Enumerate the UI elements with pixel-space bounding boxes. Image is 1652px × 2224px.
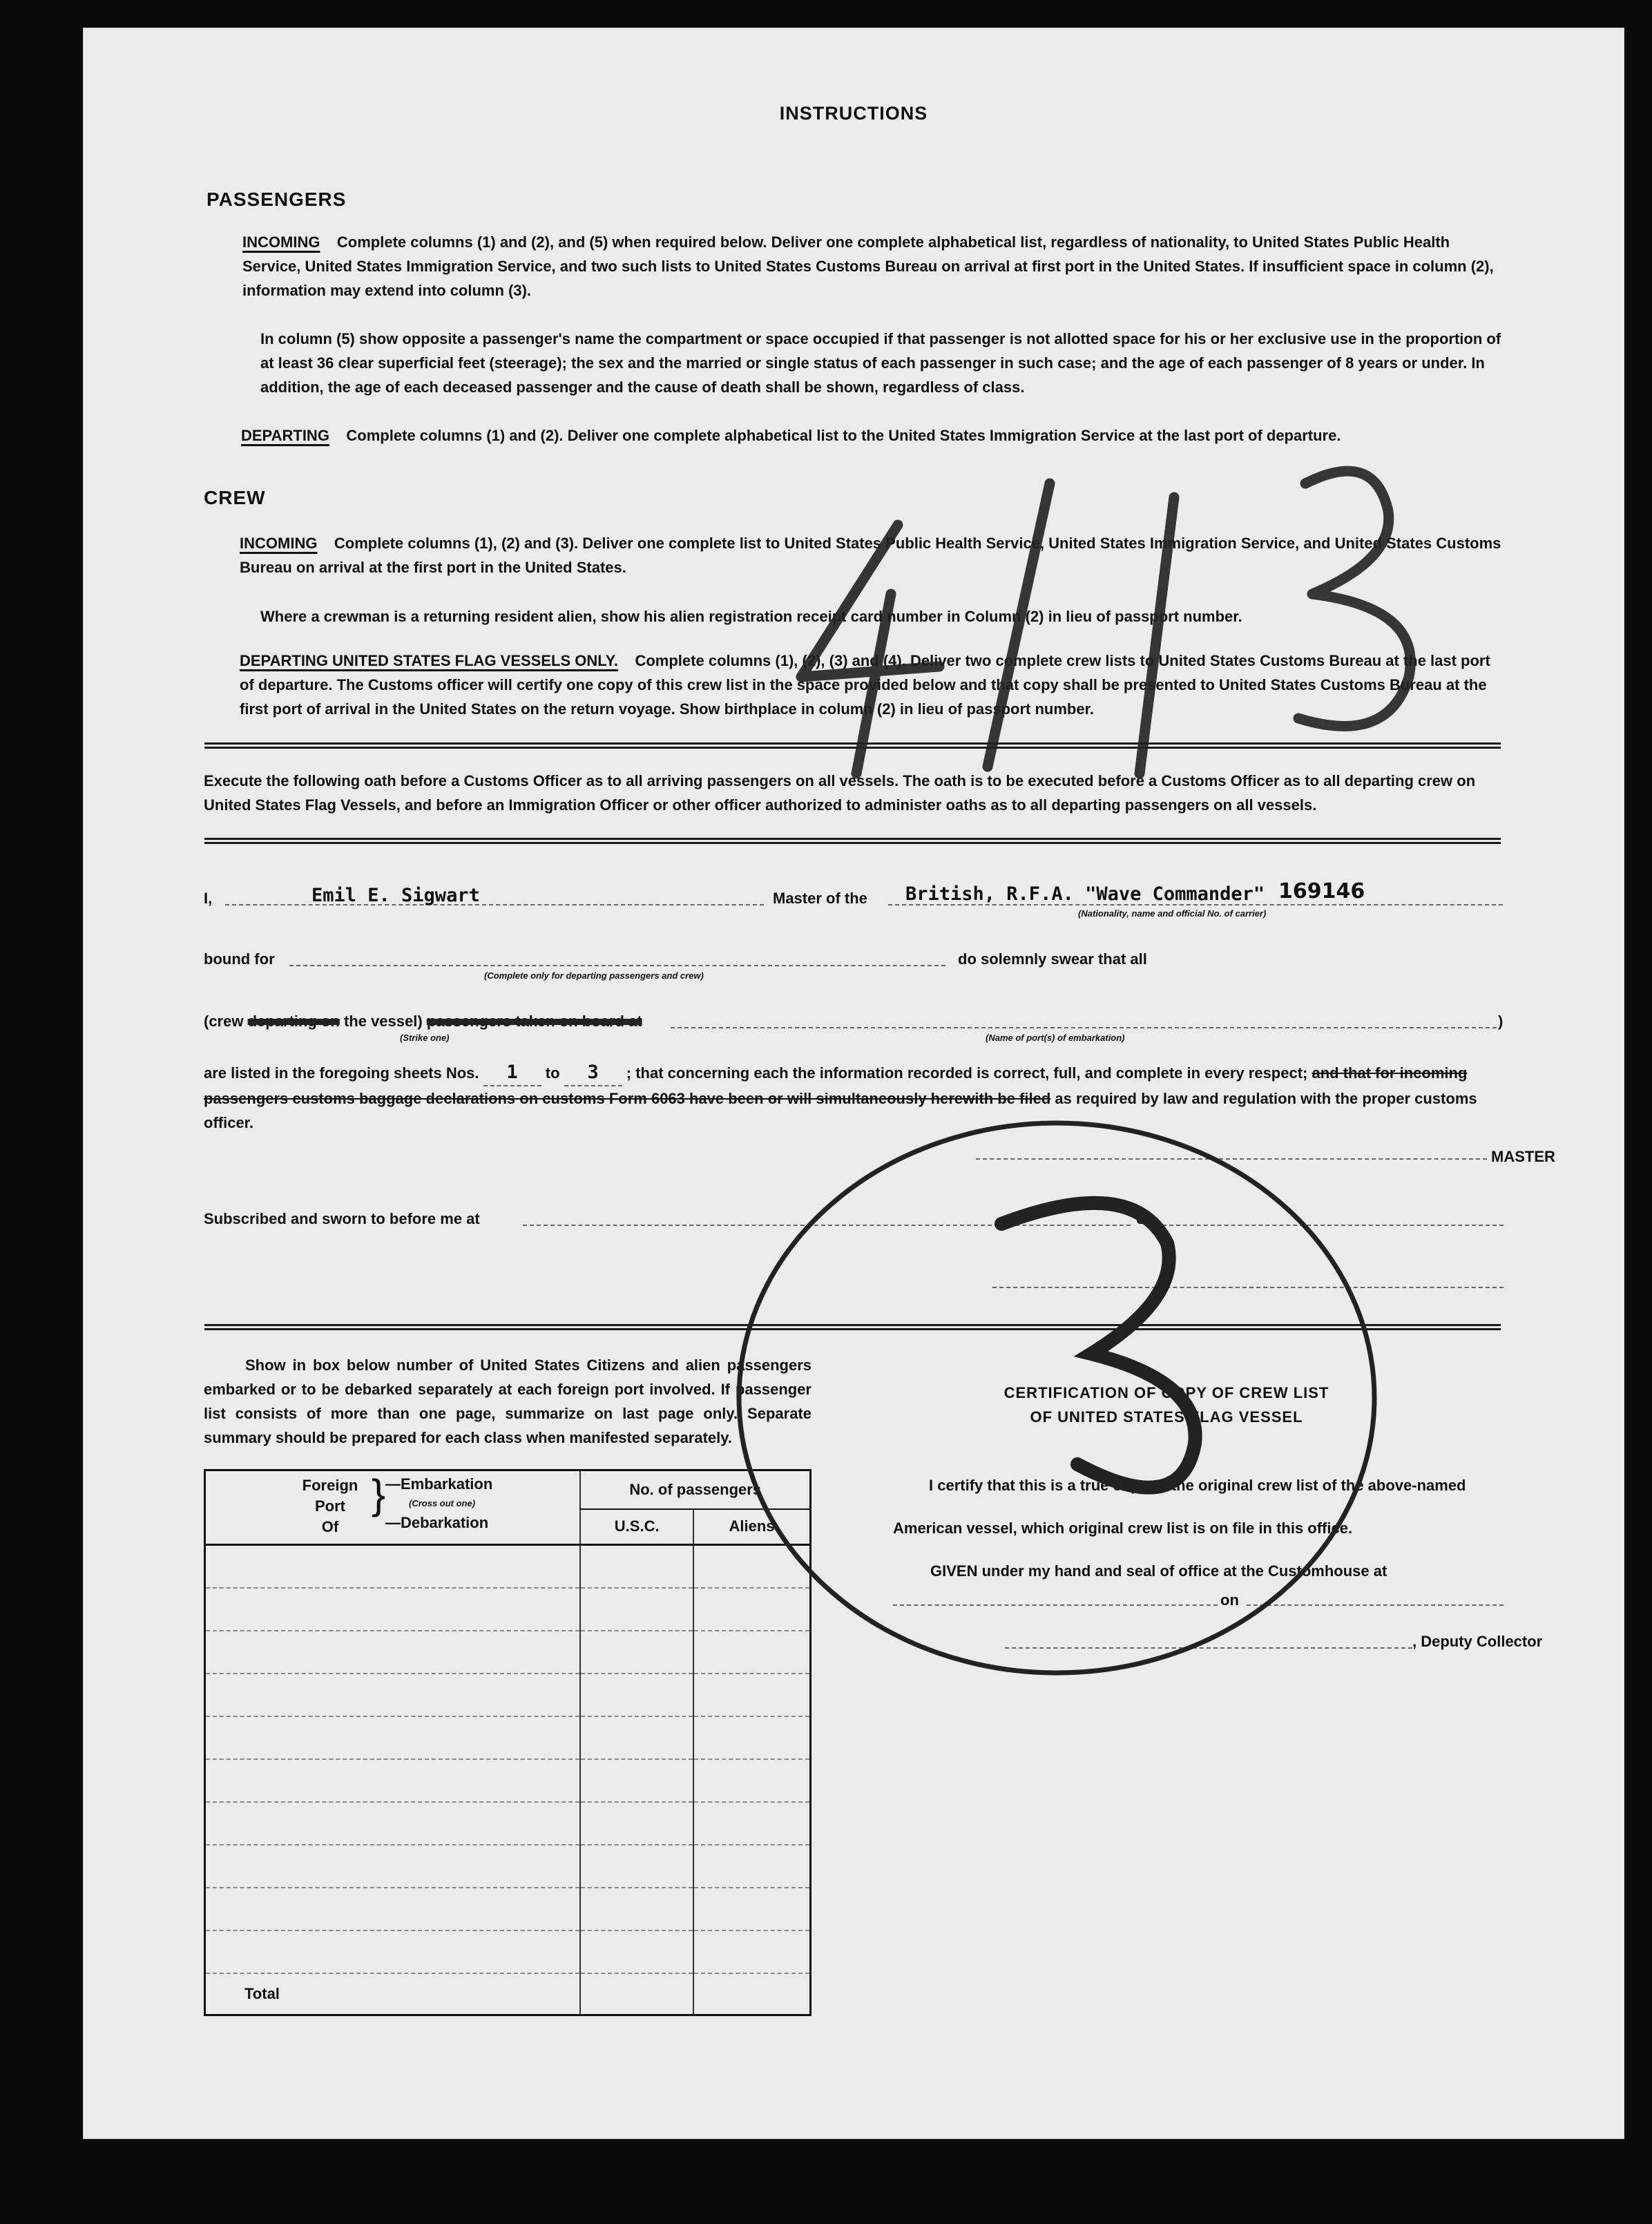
usc-cell[interactable] xyxy=(580,1674,693,1716)
aliens-cell[interactable] xyxy=(693,1888,811,1930)
usc-cell[interactable] xyxy=(580,1631,693,1674)
crew-departing-para xyxy=(240,649,1504,721)
usc-header: U.S.C. xyxy=(580,1509,693,1545)
aliens-header: Aliens xyxy=(693,1509,811,1545)
passengers-incoming-label: INCOMING xyxy=(242,233,320,251)
aliens-cell[interactable] xyxy=(693,1716,811,1759)
sworn-date-field[interactable] xyxy=(1162,1225,1504,1226)
total-aliens-cell[interactable] xyxy=(693,1973,811,2015)
bound-for-field[interactable] xyxy=(289,965,945,966)
divider xyxy=(204,747,1501,749)
port-label: Port xyxy=(315,1497,345,1515)
oath-i-label: I, xyxy=(204,890,213,907)
bound-caption: (Complete only for departing passengers and crew) xyxy=(484,970,704,981)
aliens-cell[interactable] xyxy=(693,1759,811,1802)
sheet-to: 3 xyxy=(587,1062,599,1083)
of-label: Of xyxy=(321,1518,339,1535)
close-paren: ) xyxy=(1498,1013,1504,1030)
crew-strike-line xyxy=(204,1009,642,1033)
master-label: MASTER xyxy=(1491,1148,1555,1165)
the-vessel: the vessel) xyxy=(343,1013,423,1030)
cross-out-label: (Cross out one) xyxy=(409,1498,476,1508)
divider xyxy=(204,842,1501,844)
subscribed-label: Subscribed and sworn to before me at xyxy=(204,1210,480,1227)
usc-cell[interactable] xyxy=(580,1802,693,1845)
crew-incoming-text: Complete columns (1), (2) and (3). Deliver one complete list to United States Public Health Service, United States Immigration Service, and United States Customs Bureau on arrival at the first port in the United States. xyxy=(240,535,1501,576)
tail-text: as required by law and regulation with the proper customs officer. xyxy=(204,1090,1477,1131)
passengers-struck: passengers taken on board at xyxy=(426,1013,642,1030)
master-name-field[interactable] xyxy=(225,904,764,905)
crew-incoming-label: INCOMING xyxy=(240,535,318,552)
certify-line2: American vessel, which original crew list is on file in this office. xyxy=(893,1520,1353,1537)
port-cell[interactable] xyxy=(205,1759,581,1802)
form-page xyxy=(83,28,1624,2139)
usc-cell[interactable] xyxy=(580,1845,693,1888)
port-cell[interactable] xyxy=(205,1930,581,1973)
crew-heading: CREW xyxy=(204,487,266,508)
master-signature-field[interactable] xyxy=(976,1158,1487,1160)
listed-label: are listed in the foregoing sheets Nos. xyxy=(204,1064,479,1082)
port-cell[interactable] xyxy=(205,1716,581,1759)
passengers-departing-para xyxy=(241,423,1502,448)
port-cell[interactable] xyxy=(205,1802,581,1845)
aliens-cell[interactable] xyxy=(693,1845,811,1888)
aliens-cell[interactable] xyxy=(693,1930,811,1973)
passenger-summary-table xyxy=(204,1469,811,2016)
crew-departing-label: DEPARTING UNITED STATES FLAG VESSELS ONLY. xyxy=(240,652,619,669)
usc-cell[interactable] xyxy=(580,1545,693,1589)
given-line: GIVEN under my hand and seal of office at the Customhouse at xyxy=(930,1562,1387,1580)
deputy-collector-label: , Deputy Collector xyxy=(1412,1633,1543,1650)
port-cell[interactable] xyxy=(205,1888,581,1930)
vessel-name: British, R.F.A. "Wave Commander" xyxy=(905,883,1265,905)
embarkation-label: —Embarkation xyxy=(385,1475,493,1493)
handwritten-sheet-label xyxy=(0,0,1,1)
aliens-cell[interactable] xyxy=(693,1674,811,1716)
crew-departing-text: Complete columns (1), (2), (3) and (4). Deliver two complete crew lists to United States Customs Bureau at the last port of departure. The Customs officer will certify one copy of this crew list in the space provided below and that copy shall be presented to United States Customs Bureau at the first port of arrival in the United States on the return voyage. Show birthplace in column (2) in lieu of passport number. xyxy=(240,652,1490,718)
passengers-departing-label: DEPARTING xyxy=(241,427,329,444)
master-of-label: Master of the xyxy=(773,890,867,907)
port-of-embarkation-field[interactable] xyxy=(671,1027,1497,1028)
port-cell[interactable] xyxy=(205,1588,581,1631)
total-usc-cell[interactable] xyxy=(580,1973,693,2015)
usc-cell[interactable] xyxy=(580,1759,693,1802)
bound-for-label: bound for xyxy=(204,950,275,968)
cert-on-label: on xyxy=(1220,1591,1239,1609)
divider xyxy=(204,1328,1501,1330)
no-passengers-header: No. of passengers xyxy=(580,1470,810,1509)
official-number: 169146 xyxy=(1278,879,1365,903)
strike-caption: (Strike one) xyxy=(400,1033,450,1043)
sworn-on-label: on xyxy=(1136,1210,1155,1227)
sheet-from: 1 xyxy=(506,1062,518,1083)
struck-clause: and that for incoming passengers customs baggage declarations on customs Form 6063 have been or will simultaneously herewith be filed xyxy=(204,1064,1468,1107)
listed-paragraph xyxy=(204,1060,1504,1135)
aliens-cell[interactable] xyxy=(693,1631,811,1674)
vessel-caption: (Nationality, name and official No. of carrier) xyxy=(1078,908,1267,919)
divider xyxy=(204,1324,1501,1326)
crew-incoming-para xyxy=(240,531,1504,579)
usc-cell[interactable] xyxy=(580,1588,693,1631)
master-name: Emil E. Sigwart xyxy=(311,885,480,906)
port-cell[interactable] xyxy=(205,1674,581,1716)
aliens-cell[interactable] xyxy=(693,1802,811,1845)
divider xyxy=(204,838,1501,840)
foreign-port-header: Foreign Port Of } —Embarkation (Cross out one) —Debarkation xyxy=(205,1470,581,1545)
cert-place-field[interactable] xyxy=(893,1604,1218,1606)
crew-struck: departing on xyxy=(247,1013,340,1030)
to-label: to xyxy=(545,1064,560,1082)
usc-cell[interactable] xyxy=(580,1716,693,1759)
foreign-label: Foreign xyxy=(302,1477,358,1494)
passengers-heading: PASSENGERS xyxy=(206,189,347,210)
passengers-departing-text: Complete columns (1) and (2). Deliver one complete alphabetical list to the United States Immigration Service at the last port of departure. xyxy=(346,427,1341,444)
crew-resident-para: Where a crewman is a returning resident alien, show his alien registration receipt card number in Column (2) in lieu of passport number. xyxy=(260,608,1242,625)
sworn-place-field[interactable] xyxy=(523,1225,1131,1226)
summary-intro: Show in box below number of United States Citizens and alien passengers embarked or to be debarked separately at each foreign port involved. If passenger list consists of more than one page, summarize on last page only. Separate summary should be prepared for each class when manifested separately. xyxy=(204,1357,811,1446)
port-cell[interactable] xyxy=(205,1845,581,1888)
port-cell[interactable] xyxy=(205,1545,581,1589)
divider xyxy=(204,742,1501,745)
usc-cell[interactable] xyxy=(580,1930,693,1973)
officer-signature-field[interactable] xyxy=(992,1287,1504,1288)
cert-date-field[interactable] xyxy=(1247,1604,1504,1606)
swear-text: do solemnly swear that all xyxy=(958,950,1147,968)
sheet-to-field[interactable] xyxy=(564,1060,622,1086)
handwriting-text xyxy=(0,0,1,1)
passengers-incoming-para xyxy=(242,230,1504,303)
port-cell[interactable] xyxy=(205,1631,581,1674)
deputy-signature-field[interactable] xyxy=(1005,1647,1412,1649)
listed-text: ; that concerning each the information recorded is correct, full, and complete in every respect; xyxy=(626,1064,1308,1082)
debarkation-label: —Debarkation xyxy=(385,1514,489,1531)
sheet-from-field[interactable] xyxy=(483,1060,541,1086)
port-caption: (Name of port(s) of embarkation) xyxy=(986,1033,1125,1043)
total-label: Total xyxy=(244,1984,280,2002)
oath-intro: Execute the following oath before a Customs Officer as to all arriving passengers on all vessels. The oath is to be executed before a Customs Officer as to all departing crew on United States Flag Vessels, and before an Immigration Officer or other officer authorized to administer oaths as to all departing passengers on all vessels. xyxy=(204,772,1476,814)
passengers-incoming-text: Complete columns (1) and (2), and (5) when required below. Deliver one complete alphabetical list, regardless of nationality, to United States Public Health Service, United States Immigration Service, and two such lists to United States Customs Bureau on arrival at first port in the United States. If insufficient space in column (2), information may extend into column (3). xyxy=(242,233,1494,299)
certification-heading-line2: OF UNITED STATES FLAG VESSEL xyxy=(1030,1408,1303,1426)
certify-line1: I certify that this is a true copy of the original crew list of the above-named xyxy=(929,1477,1466,1494)
page-title: INSTRUCTIONS xyxy=(779,103,928,124)
certification-heading-line1: CERTIFICATION OF COPY OF CREW LIST xyxy=(1003,1384,1329,1401)
crew-open: (crew xyxy=(204,1013,244,1030)
aliens-cell[interactable] xyxy=(693,1588,811,1631)
passengers-col5-para: In column (5) show opposite a passenger's name the compartment or space occupied if that passenger is not allotted space for his or her exclusive use in the proportion of at least 36 clear superficial feet (steerage); the sex and the married or single status of each passenger in such case; and the age of each passenger of 8 years or under. In addition, the age of each deceased passenger and the cause of death shall be shown, regardless of class. xyxy=(260,330,1501,396)
aliens-cell[interactable] xyxy=(693,1545,811,1589)
usc-cell[interactable] xyxy=(580,1888,693,1930)
certification-heading xyxy=(897,1381,1436,1429)
